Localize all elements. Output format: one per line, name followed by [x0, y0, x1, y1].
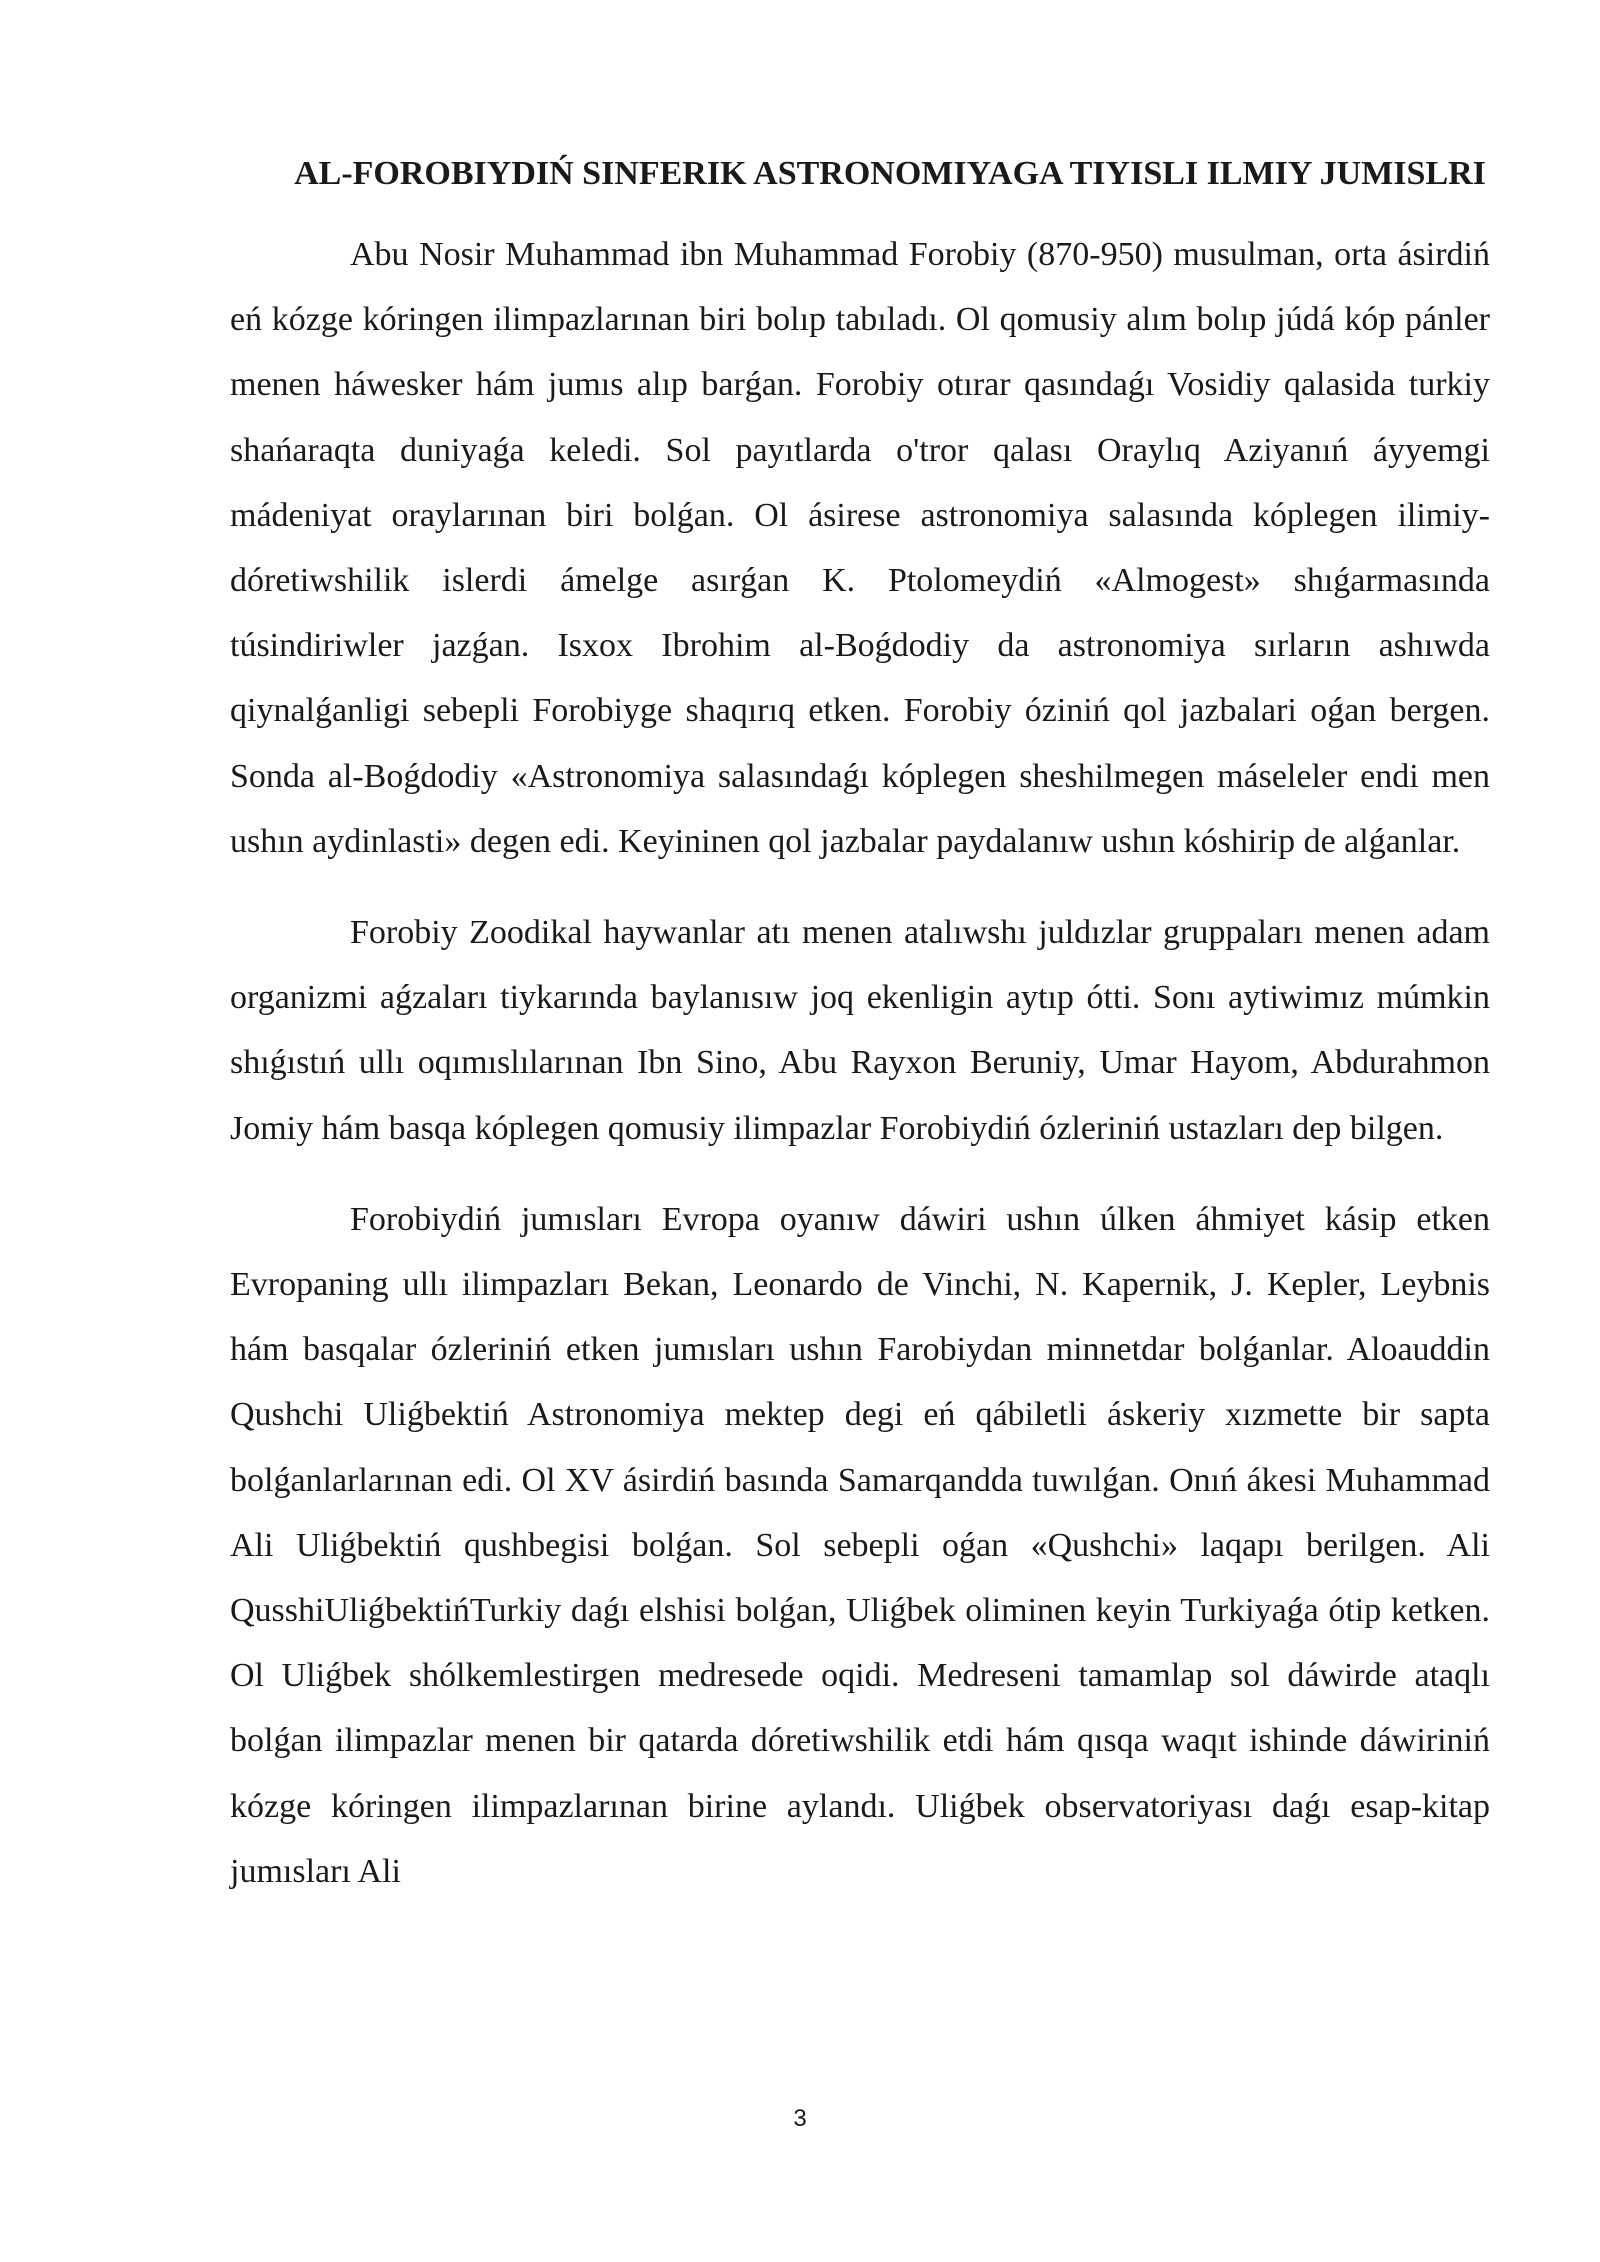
page-number: 3: [793, 2105, 807, 2132]
paragraph-3: Forobiydiń jumısları Evropa oyanıw dáwiri ushın úlken áhmiyet kásip etken Evropaning ullı ilimpazları Bekan, Leonardo de Vinchi, N. Kapernik, J. Kepler, Leybnis hám basqalar ózleriniń etken jumısları ushın Farobiydan minnetdar bolǵanlar. Aloauddin Qushchi Uliǵbektiń Astronomiya mektep degi eń qábiletli áskeriy xızmette bir sapta bolǵanlarlarınan edi. Ol XV ásirdiń basında Samarqandda tuwılǵan. Onıń ákesi Muhammad Ali Uliǵbektiń qushbegisi bolǵan. Sol sebepli oǵan «Qushchi» laqapı berilgen. Ali QusshiUliǵbektińTurkiy daǵı elshisi bolǵan, Uliǵbek oliminen keyin Turkiyaǵa ótip ketken. Ol Uliǵbek shólkemlestirgen medresede oqidi. Medreseni tamamlap sol dáwirde ataqlı bolǵan ilimpazlar menen bir qatarda dóretiwshilik etdi hám qısqa waqıt ishinde dáwiriniń kózge kóringen ilimpazlarınan birine aylandı. Uliǵbek observatoriyası daǵı esap-kitap jumısları Ali: [230, 1200, 1490, 1890]
document-page: [230, 140, 1490, 1930]
paragraph-1: Abu Nosir Muhammad ibn Muhammad Forobiy (870-950) musulman, orta ásirdiń eń kózge kóringen ilimpazlarınan biri bolıp tabıladı. Ol qomusiy alım bolıp júdá kóp pánler menen háwesker hám jumıs alıp barǵan. Forobiy otırar qasındaǵı Vosidiy qalasida turkiy shańaraqta duniyaǵa keledi. Sol payıtlarda o'tror qalası Oraylıq Aziyanıń áyyemgi mádeniyat oraylarınan biri bolǵan. Ol ásirese astronomiya salasında kóplegen ilimiy-dóretiwshilik islerdi ámelge asırǵan K. Ptolomeydiń «Almogest» shıǵarmasında túsindiriwler jazǵan. Isxox Ibrohim al-Boǵdodiy da astronomiya sırların ashıwda qiynalǵanligi sebepli Forobiyge shaqırıq etken. Forobiy óziniń qol jazbalari oǵan bergen. Sonda al-Boǵdodiy «Astronomiya salasındaǵı kóplegen sheshilmegen máseleler endi men ushın aydinlasti» degen edi. Keyininen qol jazbalar paydalanıw ushın kóshirip de alǵanlar.: [230, 236, 1490, 860]
paragraph-2: Forobiy Zoodikal haywanlar atı menen atalıwshı juldızlar gruppaları menen adam organizmi aǵzaları tiykarında baylanısıw joq ekenligin aytıp ótti. Sonı aytiwimız múmkin shıǵıstıń ullı oqımıslılarınan Ibn Sino, Abu Rayxon Beruniy, Umar Hayom, Abdurahmon Jomiy hám basqa kóplegen qomusiy ilimpazlar Forobiydiń ózleriniń ustazları dep bilgen.: [230, 914, 1490, 1147]
document-title: AL-FOROBIYDIŃ SINFERIK ASTRONOMIYAGA TIYISLI ILMIY JUMISLRI: [294, 155, 1486, 192]
